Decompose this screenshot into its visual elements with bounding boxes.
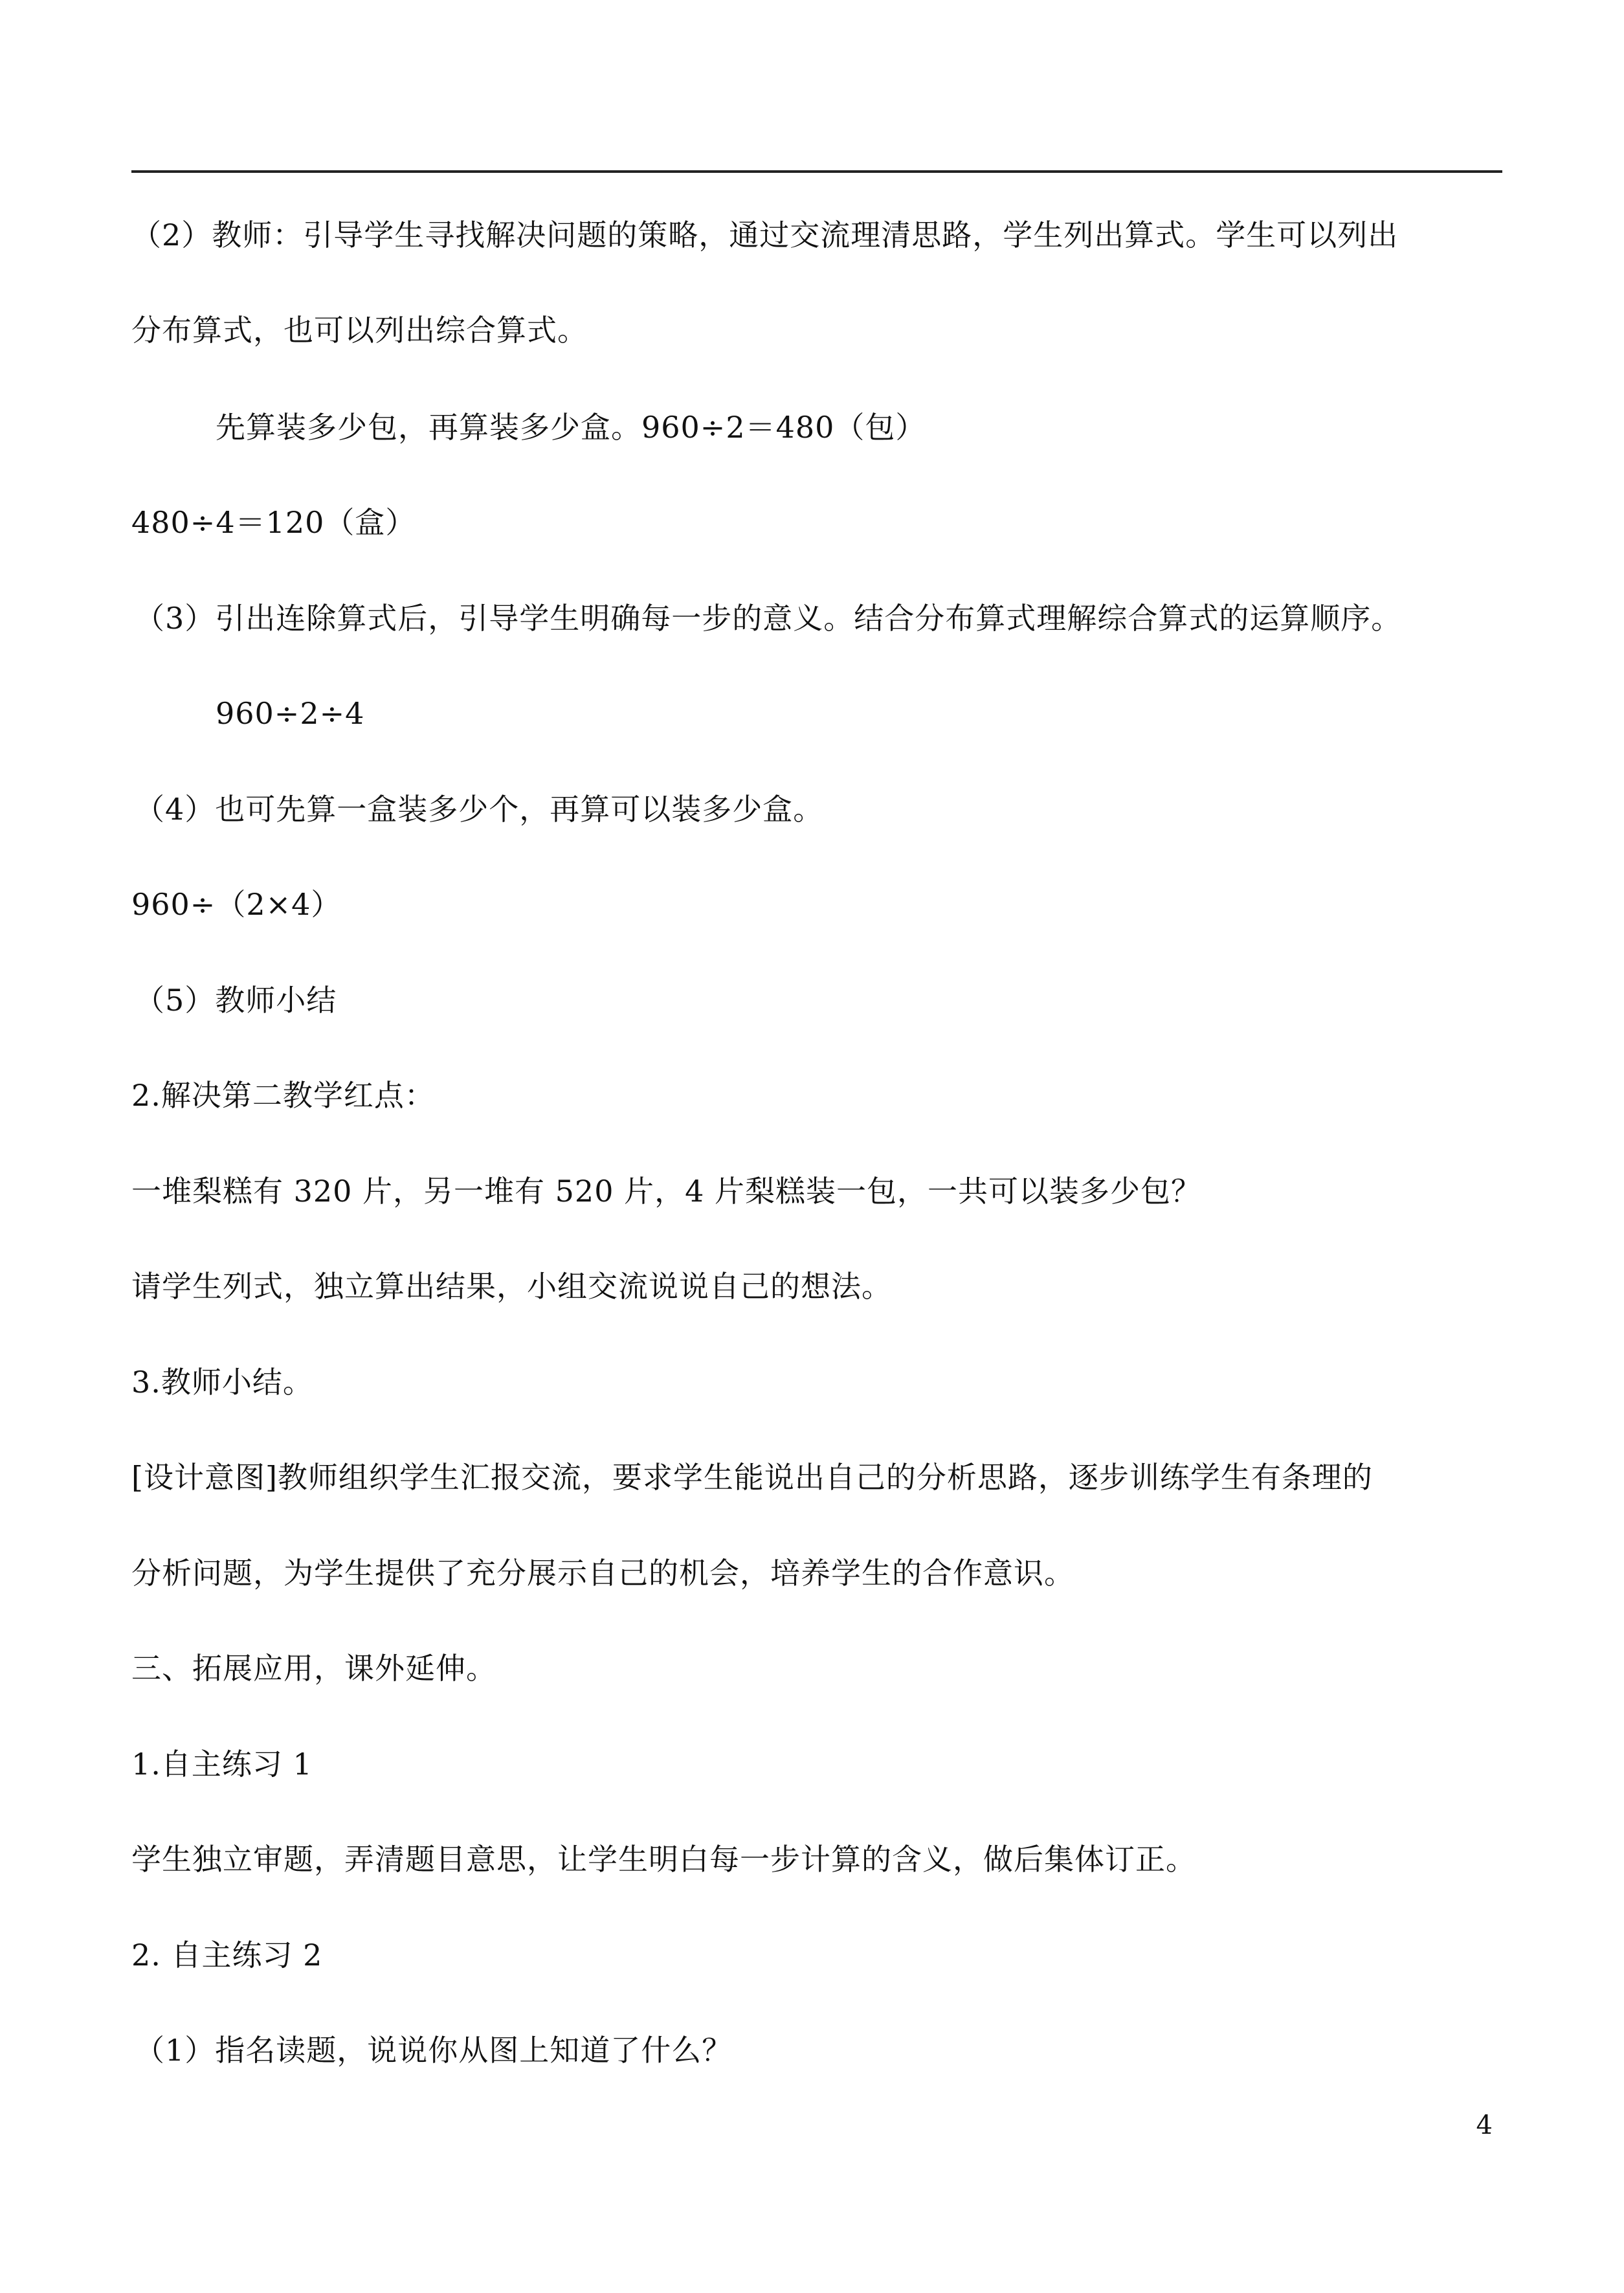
chapter-heading-3: 三、拓展应用，课外延伸。 [131,1651,496,1686]
page-number: 4 [1476,2110,1493,2140]
equation-line-3: 960÷2÷4 [216,696,365,731]
design-intent-line-1: [设计意图]教师组织学生汇报交流，要求学生能说出自己的分析思路，逐步训练学生有条理的 [131,1460,1373,1495]
exercise-heading-1: 1.自主练习 1 [131,1747,313,1782]
paragraph-line-step-5: （5）教师小结 [135,983,337,1018]
section-heading-3: 3.教师小结。 [131,1365,313,1400]
exercise-heading-2: 2. 自主练习 2 [131,1938,323,1973]
paragraph-line-step-2: （2）教师：引导学生寻找解决问题的策略，通过交流理清思路，学生列出算式。学生可以列出 [131,218,1399,252]
instruction-line: 请学生列式，独立算出结果，小组交流说说自己的想法。 [131,1269,892,1304]
section-heading-2: 2.解决第二教学红点： [131,1078,435,1113]
design-intent-line-2: 分析问题，为学生提供了充分展示自己的机会，培养学生的合作意识。 [131,1556,1074,1591]
equation-line-1: 先算装多少包，再算装多少盒。960÷2＝480（包） [216,410,926,445]
paragraph-line-step-4: （4）也可先算一盒装多少个，再算可以装多少盒。 [135,792,824,827]
paragraph-line-step-2-cont: 分布算式，也可以列出综合算式。 [131,313,588,348]
equation-line-2: 480÷4＝120（盒） [131,505,416,540]
exercise-instruction-1: 学生独立审题，弄清题目意思，让学生明白每一步计算的含义，做后集体订正。 [131,1842,1196,1877]
header-rule [131,170,1502,173]
equation-line-4: 960÷（2×4） [131,887,342,922]
problem-statement: 一堆梨糕有 320 片，另一堆有 520 片，4 片梨糕装一包，一共可以装多少包？ [131,1174,1201,1209]
paragraph-line-step-3: （3）引出连除算式后，引导学生明确每一步的意义。结合分布算式理解综合算式的运算顺序。 [135,601,1402,636]
exercise-sub-item-1: （1）指名读题，说说你从图上知道了什么？ [135,2033,733,2068]
